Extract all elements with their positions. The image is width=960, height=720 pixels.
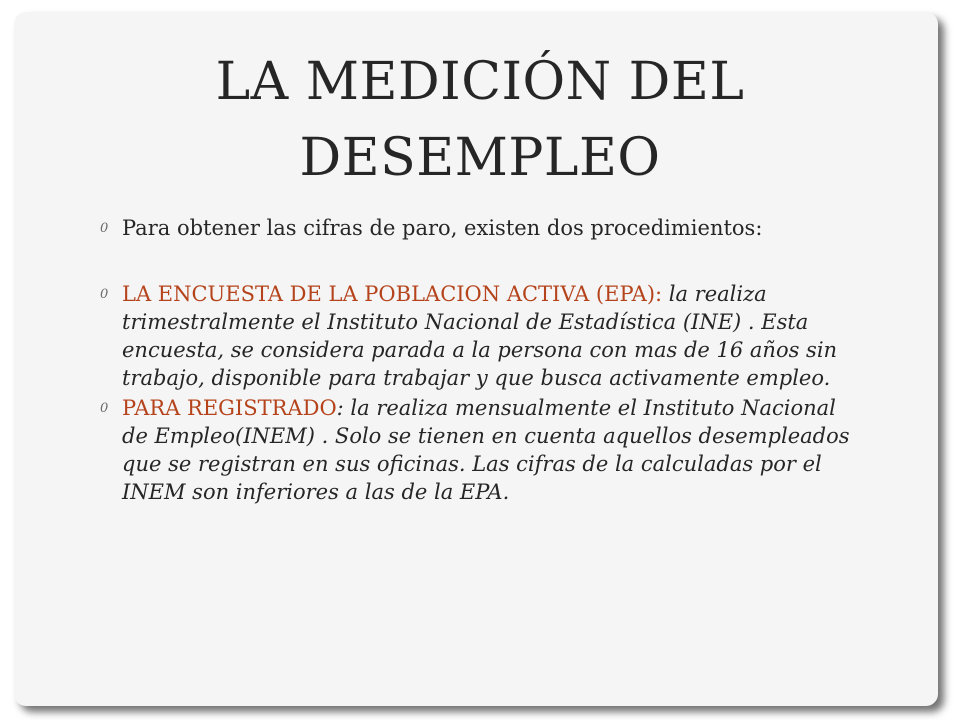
title-line-1: LA MEDICIÓN DEL <box>215 52 745 112</box>
bullet-list <box>100 214 860 506</box>
slide-title <box>160 44 800 196</box>
bullet-item <box>100 394 860 506</box>
bullet-item <box>100 280 860 392</box>
bullet-body: la realiza trimestralmente el Instituto Nacional de Estadística (INE) . Esta encuesta, se considera parada a la persona con mas de 16 años sin trabajo, disponible para trabajar y que busca activamente empleo. <box>122 282 838 390</box>
bullet-heading: LA ENCUESTA DE LA POBLACION ACTIVA (EPA): <box>122 282 663 306</box>
bullet-text: Para obtener las cifras de paro, existen dos procedimientos: <box>122 216 763 240</box>
bullet-marker: 0 <box>100 287 109 302</box>
bullet-item <box>100 214 860 242</box>
title-line-2: DESEMPLEO <box>299 128 661 188</box>
bullet-body: : la realiza mensualmente el Instituto Nacional de Empleo(INEM) . Solo se tienen en cuenta aquellos desempleados que se registran en sus oficinas. Las cifras de la calculadas por el INEM son inferiores a las de la EPA. <box>122 396 850 504</box>
bullet-marker: 0 <box>100 221 109 236</box>
bullet-marker: 0 <box>100 401 109 416</box>
bullet-heading: PARA REGISTRADO <box>122 396 337 420</box>
